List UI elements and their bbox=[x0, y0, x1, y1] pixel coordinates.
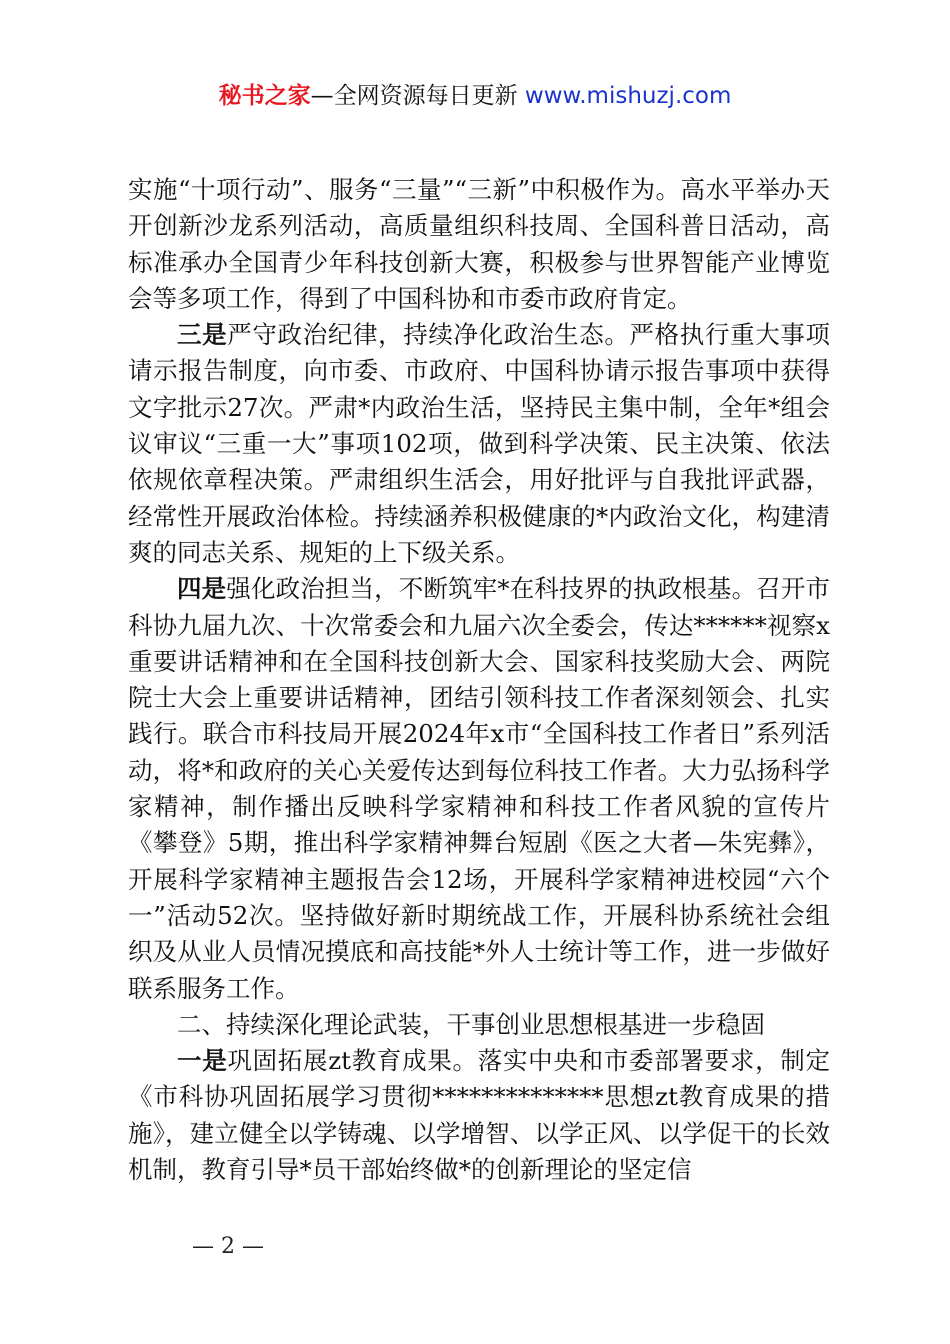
paragraph-three bbox=[128, 317, 830, 571]
paragraph-text: 强化政治担当，不断筑牢*在科技界的执政根基。召开市科协九届九次、十次常委会和九届六次全委会，传达******视察x重要讲话精神和在全国科技创新大会、国家科技奖励大会、两院院士大会上重要讲话精神，团结引领科技工作者深刻领会、扎实践行。联合市科技局开展2024年x市“全国科技工作者日”系列活动，将*和政府的关心关爱传达到每位科技工作者。大力弘扬科学家精神，制作播出反映科学家精神和科技工作者风貌的宣传片《攀登》5期，推出科学家精神舞台短剧《医之大者—朱宪彝》，开展科学家精神主题报告会12场，开展科学家精神进校园“六个一”活动52次。坚持做好新时期统战工作，开展科协系统社会组织及从业人员情况摸底和高技能*外人士统计等工作，进一步做好联系服务工作。 bbox=[128, 574, 831, 1003]
site-banner bbox=[0, 80, 950, 112]
document-body bbox=[128, 172, 830, 1188]
page-number: — 2 — bbox=[192, 1234, 264, 1259]
paragraph-continued bbox=[128, 172, 830, 317]
paragraph-text: 巩固拓展zt教育成果。落实中央和市委部署要求，制定《市科协巩固拓展学习贯彻**************思想zt教育成果的措施》，建立健全以学铸魂、以学增智、以学正风、以学促干的长效机制，教育引导*员干部始终做*的创新理论的坚定信 bbox=[128, 1046, 830, 1185]
paragraph-one bbox=[128, 1043, 830, 1188]
paragraph-four bbox=[128, 571, 830, 1007]
site-brand: 秘书之家 bbox=[218, 83, 311, 109]
paragraph-lead: 四是 bbox=[177, 574, 227, 604]
site-url-link[interactable]: www.mishuzj.com bbox=[524, 83, 732, 109]
paragraph-text: 实施“十项行动”、服务“三量”“三新”中积极作为。高水平举办天开创新沙龙系列活动，高质量组织科技周、全国科普日活动，高标准承办全国青少年科技创新大赛，积极参与世界智能产业博览会等多项工作，得到了中国科协和市委市政府肯定。 bbox=[128, 175, 830, 313]
paragraph-lead: 一是 bbox=[177, 1046, 228, 1076]
paragraph-lead: 三是 bbox=[177, 320, 228, 350]
section-heading bbox=[128, 1007, 830, 1043]
section-heading-text: 二、持续深化理论武装，干事创业思想根基进一步稳固 bbox=[177, 1009, 765, 1039]
site-slogan: —全网资源每日更新 bbox=[310, 83, 518, 109]
paragraph-text: 严守政治纪律，持续净化政治生态。严格执行重大事项请示报告制度，向市委、市政府、中国科协请示报告事项中获得文字批示27次。严肃*内政治生活，坚持民主集中制，全年*组会议审议“三重一大”事项102项，做到科学决策、民主决策、依法依规依章程决策。严肃组织生活会，用好批评与自我批评武器，经常性开展政治体检。持续涵养积极健康的*内政治文化，构建清爽的同志关系、规矩的上下级关系。 bbox=[128, 320, 830, 567]
